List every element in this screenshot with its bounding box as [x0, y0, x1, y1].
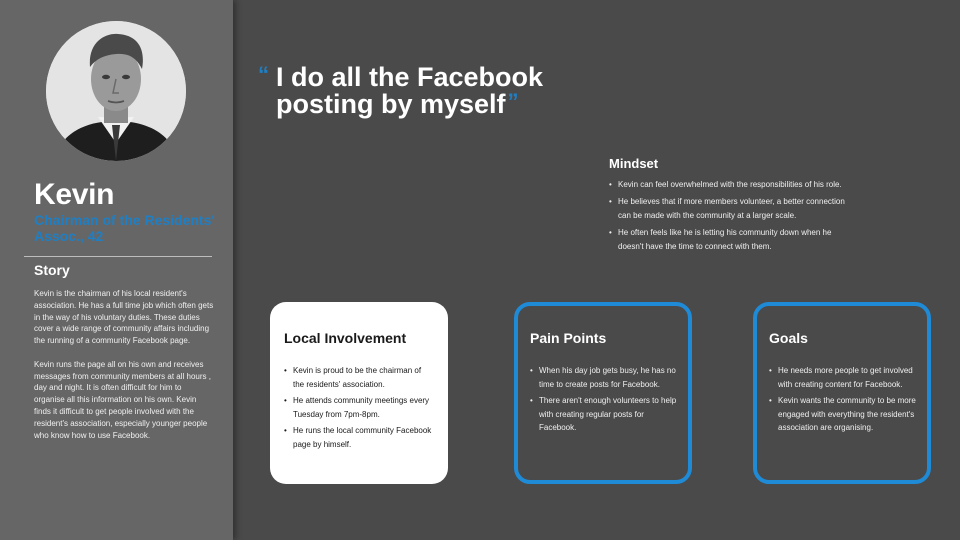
card-item: • Kevin is proud to be the chairman of the residents' association. [284, 364, 434, 391]
card-title: Local Involvement [284, 330, 407, 346]
mindset-item: • He believes that if more members volunteer, a better connection can be made with the community at a larger scale. [609, 195, 859, 223]
story-text [34, 288, 214, 453]
open-quote-mark: “ [258, 62, 269, 87]
divider [24, 256, 212, 257]
card-title: Pain Points [530, 330, 607, 346]
story-title: Story [34, 262, 70, 278]
card-item: • He attends community meetings every Tuesday from 7pm-8pm. [284, 394, 434, 421]
card-item: • He runs the local community Facebook page by himself. [284, 424, 434, 451]
persona-role: Chairman of the Residents' Assoc., 42 [34, 212, 215, 244]
avatar [46, 21, 186, 161]
persona-sidebar [0, 0, 233, 540]
story-paragraph: Kevin is the chairman of his local resident's association. He has a full time job which often gets in the way of his voluntary duties. These duties cover a wide range of community affairs including the running of a community Facebook page. [34, 289, 214, 346]
close-quote-mark: ” [507, 89, 519, 114]
mindset-item: • He often feels like he is letting his community down when he doesn't have the time to connect with them. [609, 226, 859, 254]
mindset-list [609, 178, 859, 257]
card-item: • He needs more people to get involved with creating content for Facebook. [769, 364, 919, 391]
mindset-item: • Kevin can feel overwhelmed with the responsibilities of his role. [609, 178, 859, 192]
quote-text: I do all the Facebook posting by myself [276, 62, 544, 119]
persona-quote [276, 64, 576, 118]
pain-points-card [514, 302, 692, 484]
card-list [284, 364, 434, 454]
mindset-title: Mindset [609, 156, 659, 171]
card-item: • There aren't enough volunteers to help with creating regular posts for Facebook. [530, 394, 680, 435]
local-involvement-card [270, 302, 448, 484]
card-item: • Kevin wants the community to be more engaged with everything the resident's association are organising. [769, 394, 919, 435]
card-list [530, 364, 680, 438]
portrait-image [46, 21, 186, 161]
persona-name: Kevin [34, 178, 115, 211]
story-paragraph: Kevin runs the page all on his own and receives messages from community members at all hours , day and night. It is often difficult for him to organise all this information on his own. Kevin finds it difficult to get people involved with the resident's association, especially younger people who know how to use Facebook. [34, 359, 211, 440]
card-list [769, 364, 919, 438]
card-title: Goals [769, 330, 808, 346]
goals-card [753, 302, 931, 484]
card-item: • When his day job gets busy, he has no time to create posts for Facebook. [530, 364, 680, 391]
